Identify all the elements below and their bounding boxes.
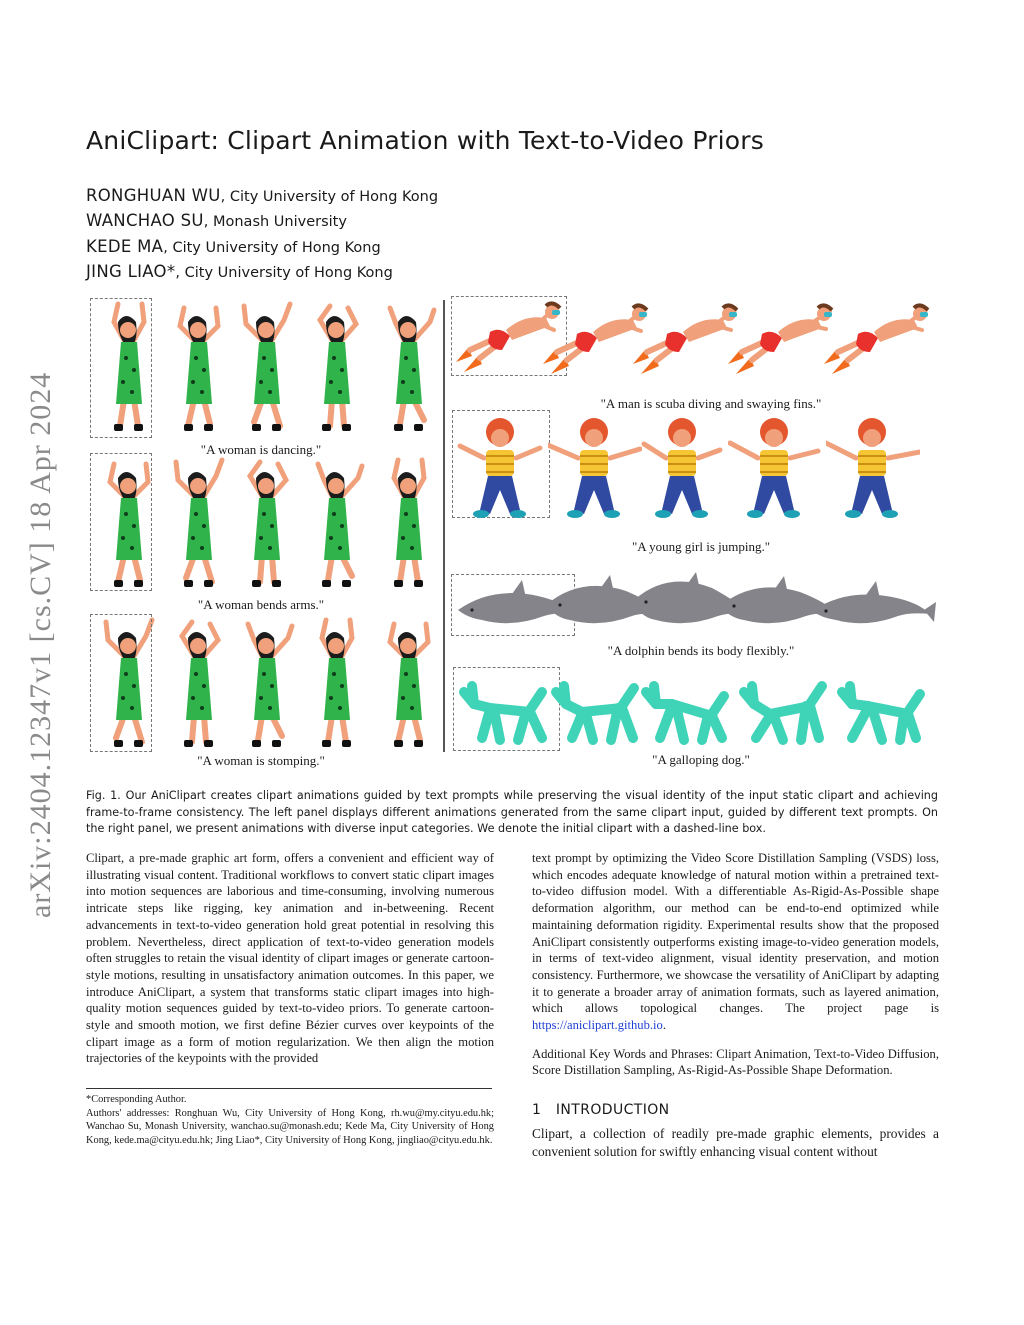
section-title: INTRODUCTION bbox=[555, 1102, 670, 1118]
woman-clipart bbox=[304, 300, 368, 436]
author-list bbox=[86, 184, 686, 285]
abstract-text: text prompt by optimizing the Video Score Distillation Sampling (VSDS) loss, which encodes adequate knowledge of natural motion within a pretrained text-to-video diffusion model. With a differentiable As-Rigid-As-Possible shape deformation algorithm, our method can be end-to-end optimized while maintaining deformation rigidity. Experimental results show that the proposed AniClipart consistently outperforms existing image-to-video generation models, in terms of text-video alignment, visual identity preservation, and motion consistency. Furthermore, we showcase the versatility of AniClipart by adapting it to generate a broader array of animation formats, such as layered animation, which allows topological changes. The project page is bbox=[532, 851, 939, 1016]
balloon-dog-clipart bbox=[548, 668, 648, 750]
footnote-rule bbox=[86, 1088, 492, 1089]
prompt-caption: "A woman bends arms." bbox=[197, 597, 325, 612]
woman-clipart bbox=[304, 456, 368, 592]
woman-clipart bbox=[234, 456, 298, 592]
input-clipart-box bbox=[90, 453, 152, 591]
woman-clipart bbox=[166, 456, 230, 592]
author-line bbox=[86, 184, 686, 209]
balloon-dog-clipart bbox=[736, 668, 836, 750]
woman-clipart bbox=[166, 616, 230, 752]
woman-clipart bbox=[376, 300, 440, 436]
author-name: JING LIAO* bbox=[86, 261, 176, 281]
author-affiliation: , City University of Hong Kong bbox=[163, 239, 381, 256]
balloon-dog-clipart bbox=[834, 668, 934, 750]
dolphin-clipart bbox=[806, 570, 940, 632]
girl-clipart bbox=[826, 410, 920, 520]
abstract-text-continued bbox=[532, 850, 939, 1034]
footnote bbox=[86, 1093, 494, 1147]
keywords: Additional Key Words and Phrases: Clipart Animation, Text-to-Video Diffusion, Score Distillation Sampling, As-Rigid-As-Possible Shape Deformation. bbox=[532, 1046, 939, 1078]
corresponding-author-note: *Corresponding Author. bbox=[86, 1094, 187, 1105]
teaser-figure bbox=[86, 294, 946, 774]
girl-clipart bbox=[454, 410, 548, 520]
prompt-caption: "A man is scuba diving and swaying fins." bbox=[600, 396, 822, 411]
panel-divider bbox=[443, 300, 445, 752]
balloon-dog-clipart bbox=[638, 668, 738, 750]
section-number: 1 bbox=[532, 1102, 542, 1118]
prompt-caption: "A young girl is jumping." bbox=[631, 539, 771, 554]
woman-clipart bbox=[304, 616, 368, 752]
author-line bbox=[86, 209, 686, 234]
prompt-caption: "A woman is stomping." bbox=[197, 753, 325, 768]
prompt-caption: "A dolphin bends its body flexibly." bbox=[607, 643, 795, 658]
section-body: Clipart, a collection of readily pre-made graphic elements, provides a convenient solution for swiftly enhancing visual content without bbox=[532, 1126, 939, 1159]
abstract-left-column bbox=[86, 850, 494, 1067]
woman-clipart bbox=[234, 300, 298, 436]
girl-clipart bbox=[548, 410, 642, 520]
author-name: RONGHUAN WU bbox=[86, 186, 221, 205]
abstract-end: . bbox=[662, 1018, 666, 1033]
author-line bbox=[86, 235, 686, 260]
woman-clipart bbox=[376, 616, 440, 752]
girl-clipart bbox=[636, 410, 730, 520]
author-affiliation: , Monash University bbox=[203, 214, 347, 231]
input-clipart-box bbox=[90, 298, 152, 438]
balloon-dog-clipart bbox=[456, 668, 556, 750]
section-heading bbox=[532, 1102, 670, 1118]
girl-clipart bbox=[728, 410, 822, 520]
input-clipart-box bbox=[90, 614, 152, 752]
woman-clipart bbox=[234, 616, 298, 752]
woman-clipart bbox=[376, 456, 440, 592]
abstract-right-column bbox=[532, 850, 939, 1079]
author-affiliation: , City University of Hong Kong bbox=[175, 264, 393, 281]
woman-clipart bbox=[166, 300, 230, 436]
prompt-caption: "A galloping dog." bbox=[652, 752, 750, 767]
author-line bbox=[86, 260, 686, 285]
author-name: KEDE MA bbox=[86, 236, 164, 256]
author-addresses: Authors' addresses: Ronghuan Wu, City University of Hong Kong, rh.wu@my.cityu.edu.hk; Wanchao Su, Monash University, wanchao.su@monash.edu; Kede Ma, City University of Hong Kong, kede.ma@cityu.edu.hk; Jing Liao*, City University of Hong Kong, jingliao@cityu.edu.hk. bbox=[86, 1107, 494, 1146]
prompt-caption: "A woman is dancing." bbox=[200, 442, 322, 457]
arxiv-stamp: arXiv:2404.12347v1 [cs.CV] 18 Apr 2024 bbox=[24, 371, 57, 919]
figure-caption: Fig. 1. Our AniClipart creates clipart animations guided by text prompts while preserving the visual identity of the input static clipart and achieving frame-to-frame consistency. The left panel displays different animations generated from the same clipart input, guided by different text prompts. On the right panel, we present animations with diverse input categories. We denote the initial clipart with a dashed-line box. bbox=[86, 789, 938, 835]
author-name: WANCHAO SU bbox=[86, 211, 204, 231]
abstract-text: Clipart, a pre-made graphic art form, offers a convenient and efficient way of illustrating visual content. Traditional workflows to convert static clipart images into motion sequences are laborious and time-consuming, involving numerous intricate steps like rigging, key animation and in-betweening. Recent advancements in text-to-video generation hold great potential in resolving this problem. Nevertheless, direct application of text-to-video generation models often struggles to retain the visual identity of clipart images or generate cartoon-style motions, resulting in unsatisfactory animation outcomes. In this paper, we introduce AniClipart, a system that transforms static clipart images into high-quality motion sequences guided by text-to-video priors. To generate cartoon-style and smooth motion, we first define Bézier curves over keypoints of the clipart image as a form of motion regularization. We then align the motion trajectories of the keypoints with the provided bbox=[86, 851, 494, 1066]
author-affiliation: , City University of Hong Kong bbox=[220, 189, 439, 205]
diver-clipart bbox=[822, 298, 934, 382]
paper-title: AniClipart: Clipart Animation with Text-to-Video Priors bbox=[86, 126, 764, 155]
project-page-link[interactable]: https://aniclipart.github.io bbox=[532, 1018, 663, 1033]
